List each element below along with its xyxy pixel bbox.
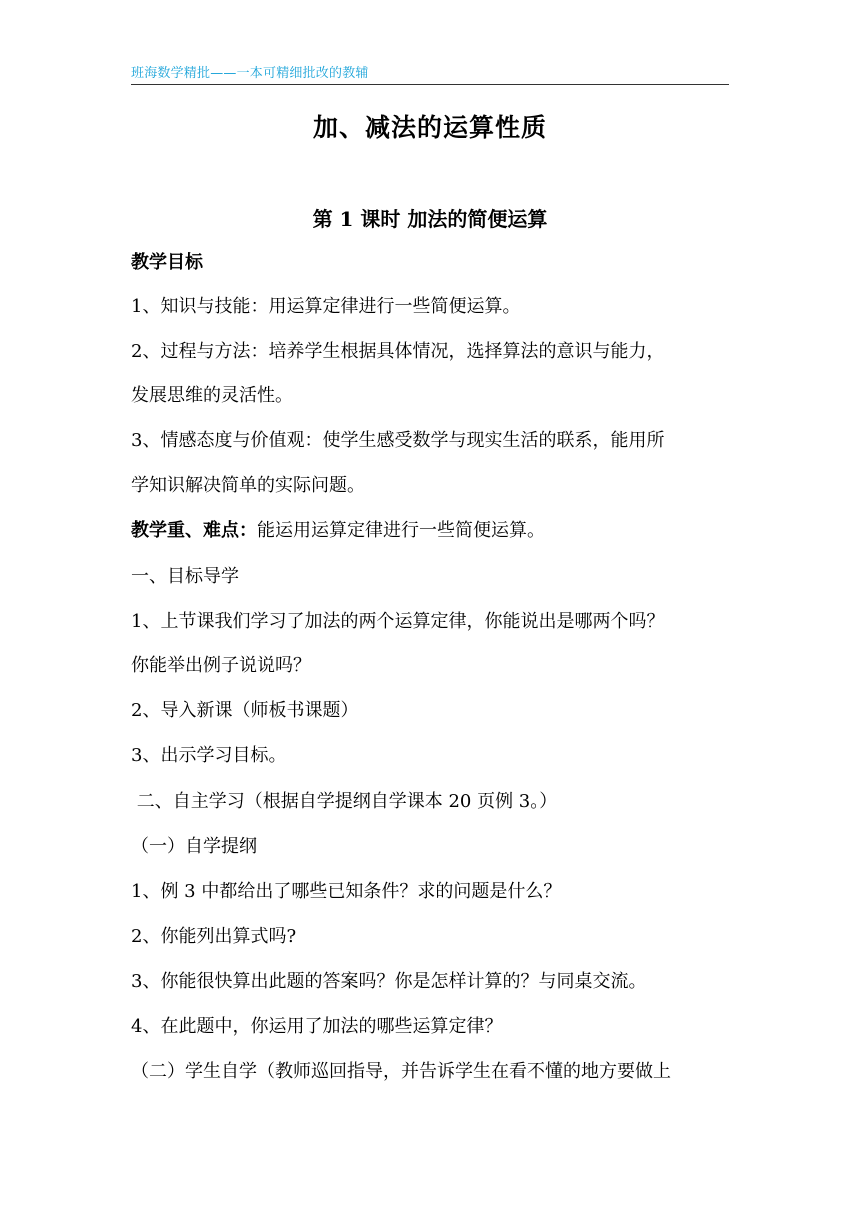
document-title: 加、减法的运算性质 — [312, 113, 547, 142]
key-points-label: 教学重、难点： — [131, 520, 257, 541]
part2-item: 2、你能列出算式吗? — [131, 926, 297, 947]
part1-item: 3、出示学习目标。 — [131, 745, 287, 766]
part1-item: 2、导入新课（师板书课题） — [131, 700, 359, 721]
page-header — [131, 62, 729, 85]
part2-item: 3、你能很快算出此题的答案吗？你是怎样计算的？与同桌交流。 — [131, 971, 647, 992]
goal-line: 学知识解决简单的实际问题。 — [131, 475, 365, 496]
part2-heading: 二、自主学习（根据自学提纲自学课本 20 页例 3。） — [131, 791, 558, 812]
key-points-text: 能运用运算定律进行一些简便运算。 — [257, 520, 545, 541]
key-points — [131, 519, 731, 543]
part2-sub-heading: （二）学生自学（教师巡回指导，并告诉学生在看不懂的地方要做上 — [131, 1061, 671, 1082]
header-text: 班海数学精批——一本可精细批改的教辅 — [131, 66, 369, 81]
part1-item: 1、上节课我们学习了加法的两个运算定律，你能说出是哪两个吗？ — [131, 611, 665, 632]
section-heading-goals: 教学目标 — [131, 252, 203, 273]
part2-item: 4、在此题中，你运用了加法的哪些运算定律？ — [131, 1016, 503, 1037]
part1-heading: 一、目标导学 — [131, 566, 239, 587]
part1-item: 你能举出例子说说吗？ — [131, 655, 311, 676]
goal-line: 发展思维的灵活性。 — [131, 385, 293, 406]
goal-line: 2、过程与方法：培养学生根据具体情况，选择算法的意识与能力， — [131, 341, 665, 362]
part2-sub-heading: （一）自学提纲 — [131, 836, 257, 857]
part2-item: 1、例 3 中都给出了哪些已知条件？求的问题是什么？ — [131, 881, 562, 902]
goal-line: 1、知识与技能：用运算定律进行一些简便运算。 — [131, 296, 521, 317]
goal-line: 3、情感态度与价值观：使学生感受数学与现实生活的联系，能用所 — [131, 430, 665, 451]
lesson-subtitle: 第 1 课时 加法的简便运算 — [312, 207, 548, 231]
